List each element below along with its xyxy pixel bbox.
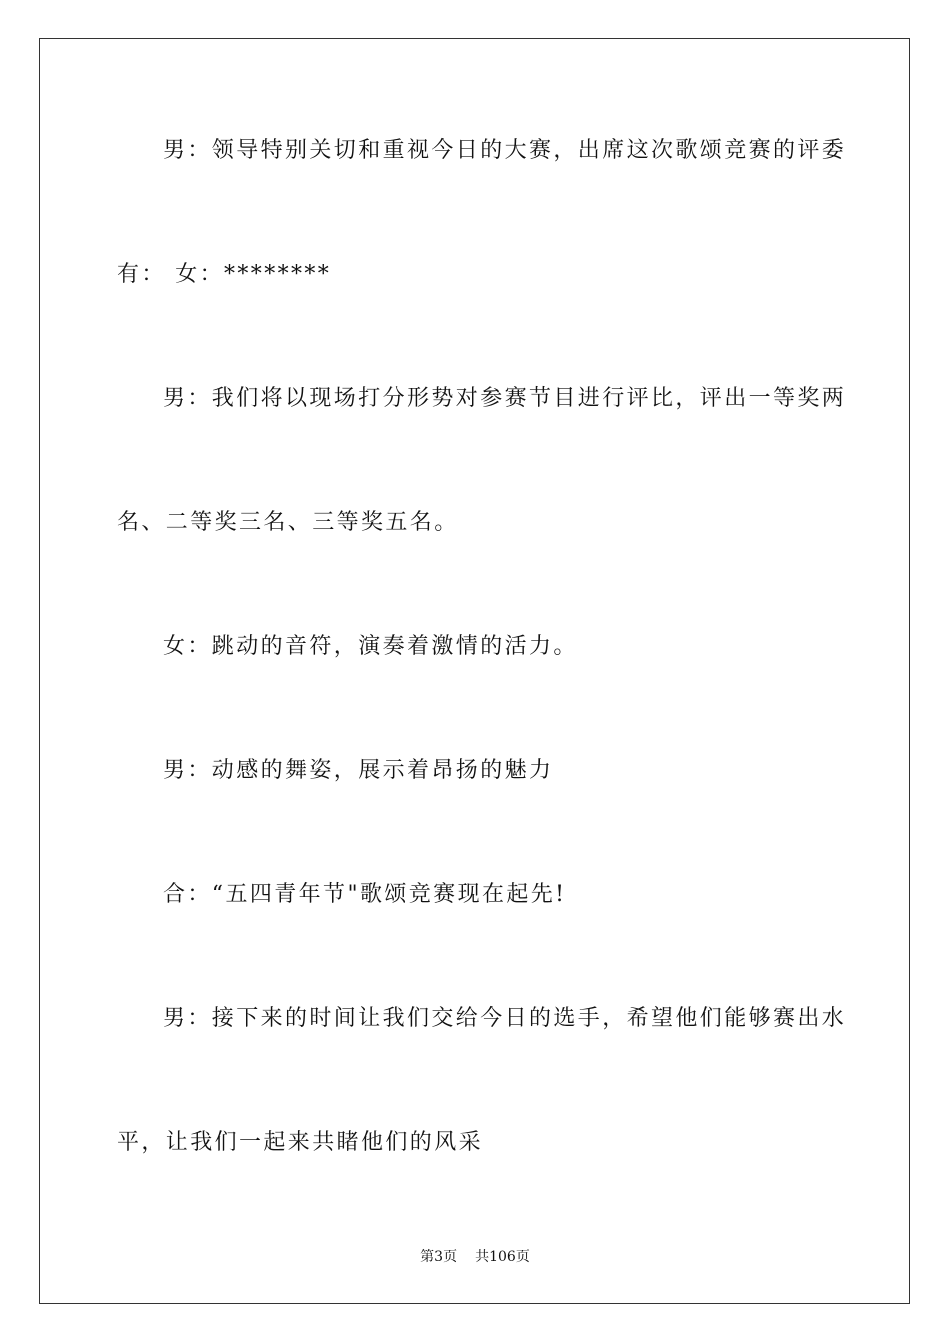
paragraph-line: 合：“五四青年节"歌颂竞赛现在起先! bbox=[163, 882, 567, 907]
page-border bbox=[39, 38, 910, 1304]
paragraph-line: 男：领导特别关切和重视今日的大赛，出席这次歌颂竞赛的评委 bbox=[163, 138, 847, 163]
paragraph-line: 男：动感的舞姿，展示着昂扬的魅力 bbox=[163, 758, 554, 783]
paragraph-line: 女：跳动的音符，演奏着激情的活力。 bbox=[163, 634, 578, 659]
paragraph-line: 名、二等奖三名、三等奖五名。 bbox=[117, 510, 459, 535]
paragraph-line: 有： 女：******** bbox=[117, 262, 332, 287]
page-number: 第3页 bbox=[420, 1249, 458, 1265]
paragraph-line: 平，让我们一起来共睹他们的风采 bbox=[117, 1130, 484, 1155]
paragraph-line: 男：我们将以现场打分形势对参赛节目进行评比，评出一等奖两 bbox=[163, 386, 847, 411]
page-total: 共106页 bbox=[475, 1249, 530, 1265]
page-footer bbox=[0, 1248, 950, 1266]
paragraph-line: 男：接下来的时间让我们交给今日的选手，希望他们能够赛出水 bbox=[163, 1006, 847, 1031]
